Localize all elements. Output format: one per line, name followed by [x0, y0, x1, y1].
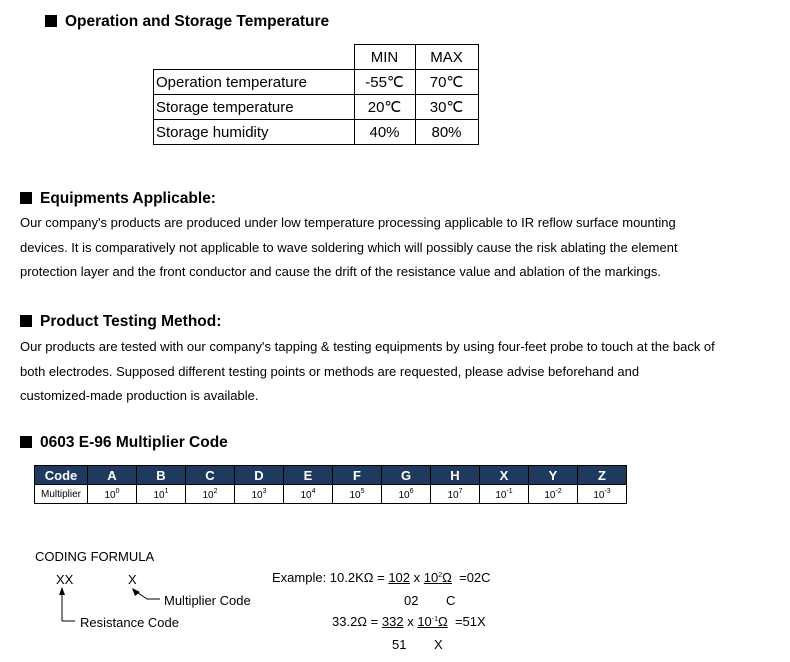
arrow-resistance-icon	[59, 587, 75, 621]
square-bullet-icon	[20, 436, 32, 448]
table-row	[154, 95, 479, 120]
example-1-digits: 02	[404, 593, 419, 608]
section-title-equipments: Equipments Applicable:	[20, 190, 216, 208]
multiplier-cell: $10^2$	[186, 485, 235, 504]
multiplier-code-label: Multiplier Code	[164, 593, 251, 608]
example-1-letter: C	[446, 593, 456, 608]
row-min: 40%	[354, 120, 415, 145]
formula-x: X	[128, 572, 137, 587]
section-title-multiplier: 0603 E-96 Multiplier Code	[20, 434, 228, 452]
row-label: Storage temperature	[154, 95, 355, 120]
multiplier-cell: $10^3$	[235, 485, 284, 504]
table-row	[35, 485, 627, 504]
row-max: 80%	[415, 120, 478, 145]
code-cell: E	[284, 466, 333, 485]
testing-paragraph: Our products are tested with our company's tapping & testing equipments by using four-feet probe to touch at the back of both electrodes. Supposed different testing points or methods are requested, please advise beforehand and customized-made production is available.	[20, 339, 715, 403]
multiplier-cell: $10^1$	[137, 485, 186, 504]
multiplier-table	[34, 465, 627, 504]
header-min: MIN	[354, 45, 415, 70]
row-min: -55℃	[354, 70, 415, 95]
multiplier-cell: $10^7$	[431, 485, 480, 504]
multiplier-header: Multiplier	[35, 485, 88, 504]
section-title-temperature: Operation and Storage Temperature	[45, 13, 329, 31]
multiplier-cell: $10^5$	[333, 485, 382, 504]
code-cell: Y	[529, 466, 578, 485]
square-bullet-icon	[20, 315, 32, 327]
code-cell: X	[480, 466, 529, 485]
row-max: 70℃	[415, 70, 478, 95]
resistance-code-label: Resistance Code	[80, 615, 179, 630]
multiplier-cell: $10^4$	[284, 485, 333, 504]
multiplier-cell: $10^{-1}$	[480, 485, 529, 504]
code-cell: F	[333, 466, 382, 485]
formula-xx: XX	[56, 572, 74, 587]
section-title-testing: Product Testing Method:	[20, 313, 221, 331]
example-2-letter: X	[434, 637, 443, 652]
multiplier-cell: $10^6$	[382, 485, 431, 504]
square-bullet-icon	[45, 15, 57, 27]
code-cell: A	[88, 466, 137, 485]
row-max: 30℃	[415, 95, 478, 120]
square-bullet-icon	[20, 192, 32, 204]
code-cell: G	[382, 466, 431, 485]
row-min: 20℃	[354, 95, 415, 120]
coding-formula-title: CODING FORMULA	[35, 549, 155, 564]
arrow-multiplier-icon	[132, 588, 160, 599]
temperature-table	[153, 44, 479, 145]
table-row	[154, 120, 479, 145]
table-row	[154, 70, 479, 95]
code-cell: D	[235, 466, 284, 485]
example-2: 33.2Ω = 332 x $10^{-1}\Omega =51X$	[332, 614, 486, 629]
example-1: Example: 10.2KΩ = 102 x $10^2\Omega =02C$	[272, 570, 491, 585]
multiplier-cell: $10^{-3}$	[578, 485, 627, 504]
code-cell: B	[137, 466, 186, 485]
multiplier-cell: $10^{-2}$	[529, 485, 578, 504]
multiplier-cell: $10^0$	[88, 485, 137, 504]
equipments-paragraph: Our company's products are produced under low temperature processing applicable to IR reflow surface mounting devices. It is comparatively not applicable to wave soldering which will possibly cause the risk ablating the element protection layer and the front conductor and cause the drift of the resistance value and ablation of the markings.	[20, 215, 678, 279]
code-header: Code	[35, 466, 88, 485]
code-cell: C	[186, 466, 235, 485]
row-label: Storage humidity	[154, 120, 355, 145]
header-max: MAX	[415, 45, 478, 70]
example-2-digits: 51	[392, 637, 407, 652]
row-label: Operation temperature	[154, 70, 355, 95]
code-cell: H	[431, 466, 480, 485]
code-cell: Z	[578, 466, 627, 485]
table-row	[35, 466, 627, 485]
